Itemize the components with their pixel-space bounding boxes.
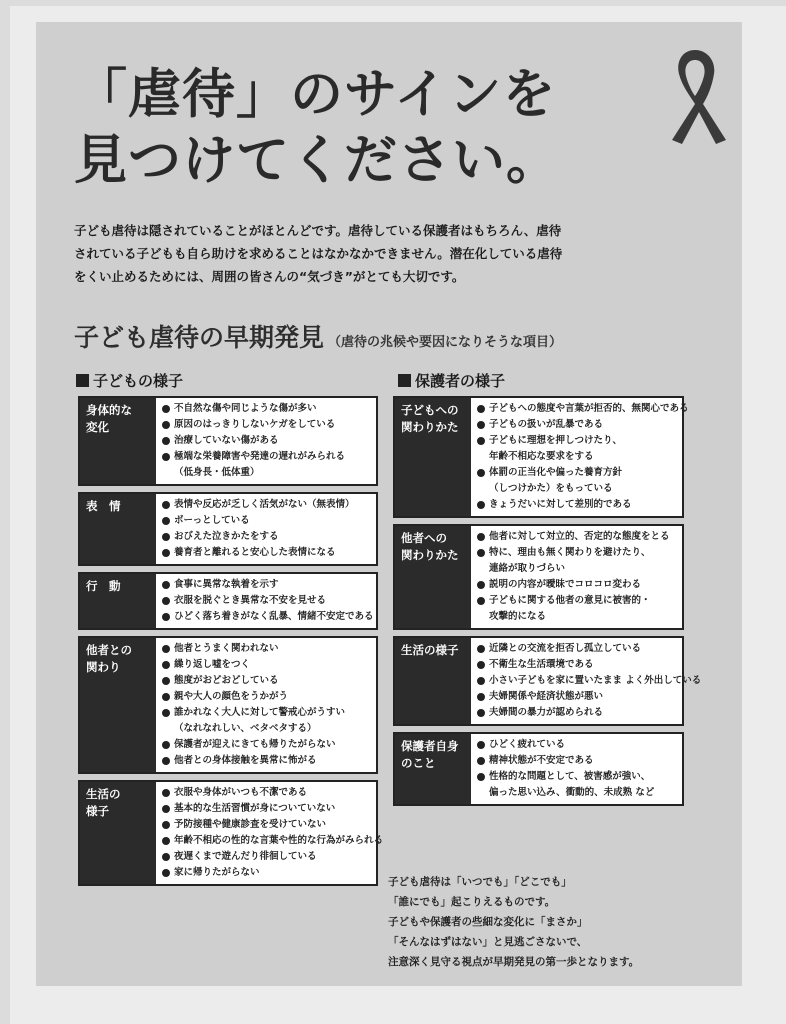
category-label: 表 情 (80, 494, 156, 564)
sign-item: 小さい子どもを家に置いたまま よく外出している (477, 673, 701, 689)
parent-signs-column (393, 396, 702, 812)
sign-item: 説明の内容が曖昧でコロコロ変わる (477, 577, 676, 593)
sign-item: 体罰の正当化や偏った養育方針 (477, 465, 689, 481)
sign-box (78, 636, 378, 774)
sign-item: 他者との身体接触を異常に怖がる (162, 753, 370, 769)
sign-item: （低身長・低体重） (174, 467, 260, 478)
sign-item: 他者とうまく関われない (162, 641, 370, 657)
sign-item: ボーっとしている (162, 513, 370, 529)
category-label: 他者との 関わり (80, 638, 156, 772)
sign-item: きょうだいに対して差別的である (477, 497, 689, 513)
sign-box (78, 572, 378, 630)
sign-item: 基本的な生活習慣が身についていない (162, 801, 383, 817)
sign-item: 攻撃的になる (489, 611, 547, 622)
sign-item: 夫婦関係や経済状態が悪い (477, 689, 701, 705)
sign-item: 夫婦間の暴力が認められる (477, 705, 701, 721)
sign-item: （なれなれしい、ベタベタする） (174, 723, 317, 734)
sign-list (156, 398, 376, 484)
category-label: 行 動 (80, 574, 156, 628)
sign-item: ひどく疲れている (477, 737, 676, 753)
sign-box (78, 780, 384, 886)
sign-box (78, 492, 378, 566)
sign-list (156, 638, 376, 772)
sign-box (393, 396, 689, 518)
sign-item: 年齢不相応な要求をする (489, 451, 594, 462)
sign-item: 年齢不相応の性的な言葉や性的な行為がみられる (162, 833, 383, 849)
sign-item: 誰かれなく大人に対して警戒心がうすい (162, 705, 370, 721)
sign-item: 親や大人の顔色をうかがう (162, 689, 370, 705)
sign-item: 表情や反応が乏しく活気がない（無表情） (162, 497, 370, 513)
sign-item: 特に、理由も無く関わりを避けたり、 (477, 545, 676, 561)
intro-text: 子ども虐待は隠されていることがほとんどです。虐待している保護者はもちろん、虐待 されている子どもも自ら助けを求めることはなかなかできません。潜在化している虐待 をくい止めるためには、周囲の皆さんの“気づき”がとても大切です。 (74, 223, 563, 284)
sign-item: 衣服を脱ぐとき異常な不安を見せる (162, 593, 374, 609)
sign-box (393, 732, 684, 806)
sign-item: 近隣との交流を拒否し孤立している (477, 641, 701, 657)
sign-item: 夜遅くまで遊んだり徘徊している (162, 849, 383, 865)
sign-item: おびえた泣きかたをする (162, 529, 370, 545)
sign-box (393, 524, 684, 630)
sign-item: 繰り返し嘘をつく (162, 657, 370, 673)
main-title: 「虐待」のサインを 見つけてください。 (74, 64, 560, 191)
sign-item: 予防接種や健康診査を受けていない (162, 817, 383, 833)
sign-item: 治療していない傷がある (162, 433, 370, 449)
sign-box (393, 636, 702, 726)
sign-item: 連絡が取りづらい (489, 563, 566, 574)
sign-item: 不衛生な生活環境である (477, 657, 701, 673)
sign-list (471, 526, 682, 628)
sign-item: 精神状態が不安定である (477, 753, 676, 769)
category-label: 保護者自身 のこと (395, 734, 471, 804)
category-label: 子どもへの 関わりかた (395, 398, 471, 516)
sign-item: 食事に異常な執着を示す (162, 577, 374, 593)
sign-item: 家に帰りたがらない (162, 865, 383, 881)
child-section-heading: 子どもの様子 (76, 370, 183, 391)
sign-item: 養育者と離れると安心した表情になる (162, 545, 370, 561)
sign-item: 極端な栄養障害や発達の遅れがみられる (162, 449, 370, 465)
sign-list (471, 734, 682, 804)
sign-item: 子どもへの態度や言葉が拒否的、無関心である (477, 401, 689, 417)
subtitle-main: 子ども虐待の早期発見 (74, 323, 325, 352)
sign-item: 保護者が迎えにきても帰りたがらない (162, 737, 370, 753)
category-label: 他者への 関わりかた (395, 526, 471, 628)
child-signs-column (78, 396, 384, 892)
category-label: 生活の 様子 (80, 782, 156, 884)
awareness-ribbon-icon (660, 42, 730, 146)
sign-box (78, 396, 378, 486)
sign-item: 原因のはっきりしないケガをしている (162, 417, 370, 433)
sign-item: （しつけかた）をもっている (489, 483, 613, 494)
sign-item: 子どもの扱いが乱暴である (477, 417, 689, 433)
sign-list (471, 398, 695, 516)
category-label: 生活の様子 (395, 638, 471, 724)
sign-list (156, 782, 389, 884)
sign-item: 性格的な問題として、被害感が強い、 (477, 769, 676, 785)
sign-item: 子どもに理想を押しつけたり、 (477, 433, 689, 449)
sign-list (156, 574, 380, 628)
category-label: 身体的な 変化 (80, 398, 156, 484)
sign-item: ひどく落ち着きがなく乱暴、情緒不安定である (162, 609, 374, 625)
sign-list (471, 638, 707, 724)
subtitle-note: （虐待の兆候や要因になりそうな項目） (328, 335, 563, 350)
sign-list (156, 494, 376, 564)
sign-item: 偏った思い込み、衝動的、未成熟 など (489, 787, 655, 798)
sign-item: 不自然な傷や同じような傷が多い (162, 401, 370, 417)
sign-item: 態度がおどおどしている (162, 673, 370, 689)
section-subtitle (74, 318, 562, 354)
sign-item: 子どもに関する他者の意見に被害的・ (477, 593, 676, 609)
sign-item: 衣服や身体がいつも不潔である (162, 785, 383, 801)
closing-message: 子ども虐待は「いつでも」「どこでも」 「誰にでも」起こりえるものです。 子どもや保護者の些細な変化に「まさか」 「そんなはずはない」と見逃ごさないで、 注意深く見守る視点が早期発見の第一歩となります。 (388, 876, 640, 968)
flyer (36, 22, 742, 986)
parent-section-heading: 保護者の様子 (398, 370, 505, 391)
sign-item: 他者に対して対立的、否定的な態度をとる (477, 529, 676, 545)
